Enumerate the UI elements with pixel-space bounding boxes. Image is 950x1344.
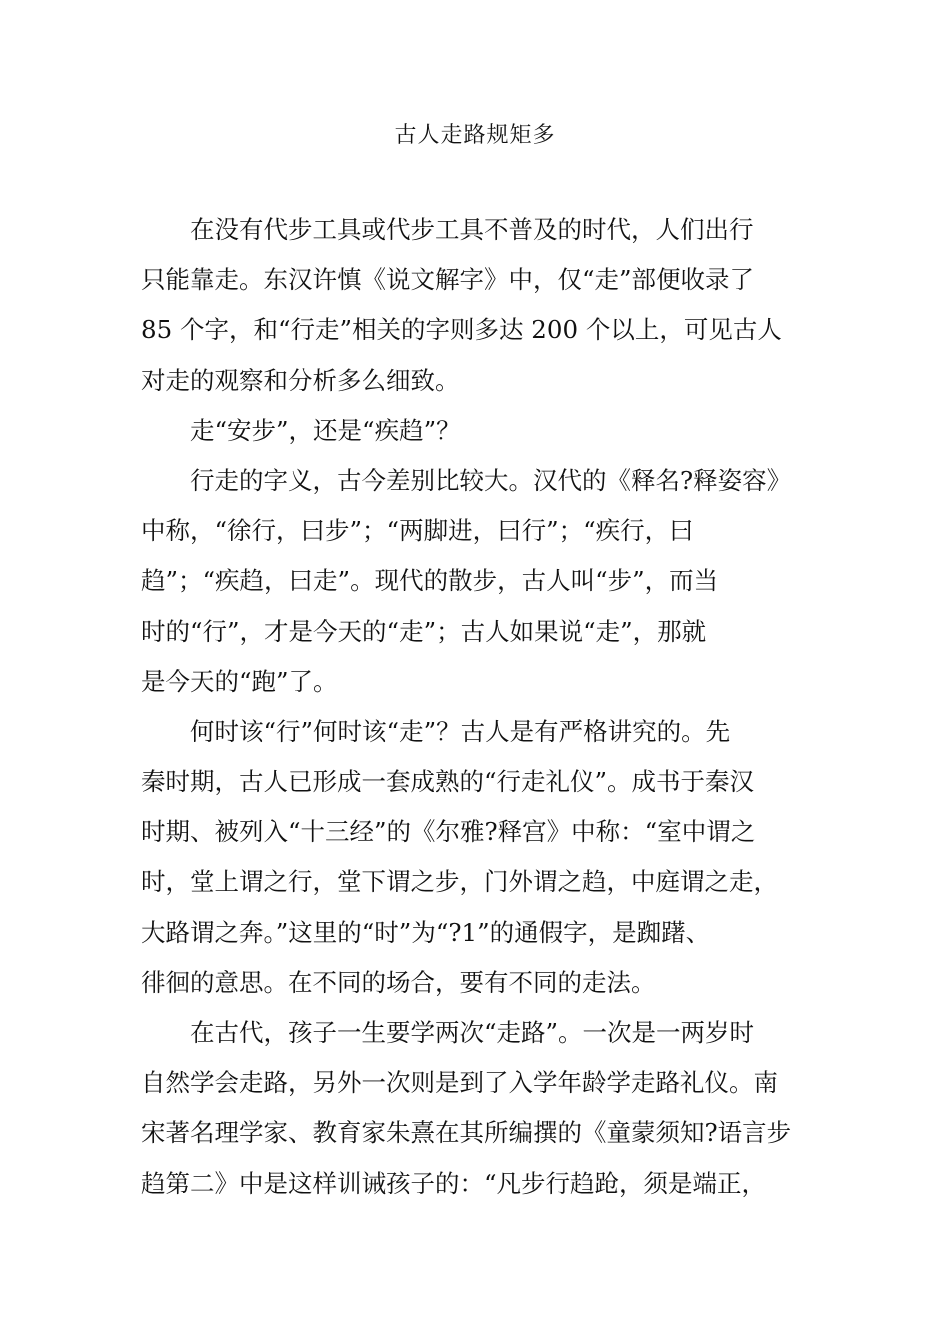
body-line: 徘徊的意思。在不同的场合，要有不同的走法。 (141, 967, 656, 997)
body-line: 趋第二》中是这样训诫孩子的：“凡步行趋跄，须是端正， (141, 1168, 767, 1198)
body-line: 时的“行”，才是今天的“走”；古人如果说“走”，那就 (141, 616, 707, 646)
document-title: 古人走路规矩多 (394, 123, 556, 148)
document-body (141, 205, 821, 1209)
body-line: 在没有代步工具或代步工具不普及的时代，人们出行 (141, 215, 754, 244)
body-line: 趋”；“疾趋，曰走”。现代的散步，古人叫“步”，而当 (141, 566, 719, 596)
body-line: 秦时期，古人已形成一套成熟的“行走礼仪”。成书于秦汉 (141, 767, 755, 797)
body-line: 大路谓之奔。”这里的“时”为“?1”的通假字，是踟躇、 (141, 917, 711, 947)
body-line: 行走的字义，古今差别比较大。汉代的《释名?释姿容》 (141, 465, 792, 495)
body-line: 自然学会走路，另外一次则是到了入学年龄学走路礼仪。南 (141, 1068, 778, 1098)
body-line: 中称，“徐行，曰步”；“两脚进，曰行”；“疾行，曰 (141, 516, 694, 546)
body-line: 对走的观察和分析多么细致。 (141, 365, 460, 395)
body-line: 在古代，孩子一生要学两次“走路”。一次是一两岁时 (141, 1018, 755, 1047)
body-line: 何时该“行”何时该“走”？古人是有严格讲究的。先 (141, 716, 731, 746)
section-heading: 走“安步”，还是“疾趋”？ (141, 415, 461, 445)
body-line: 时期、被列入“十三经”的《尔雅?释宫》中称：“室中谓之 (141, 817, 756, 847)
body-line: 宋著名理学家、教育家朱熹在其所编撰的《童蒙须知?语言步 (141, 1118, 792, 1148)
body-line: 85 个字，和“行走”相关的字则多达 200 个以上，可见古人 (141, 315, 782, 345)
body-line: 时，堂上谓之行，堂下谓之步，门外谓之趋，中庭谓之走， (141, 867, 778, 897)
body-line: 是今天的“跑”了。 (141, 666, 338, 696)
body-line: 只能靠走。东汉许慎《说文解字》中，仅“走”部便收录了 (141, 265, 755, 295)
